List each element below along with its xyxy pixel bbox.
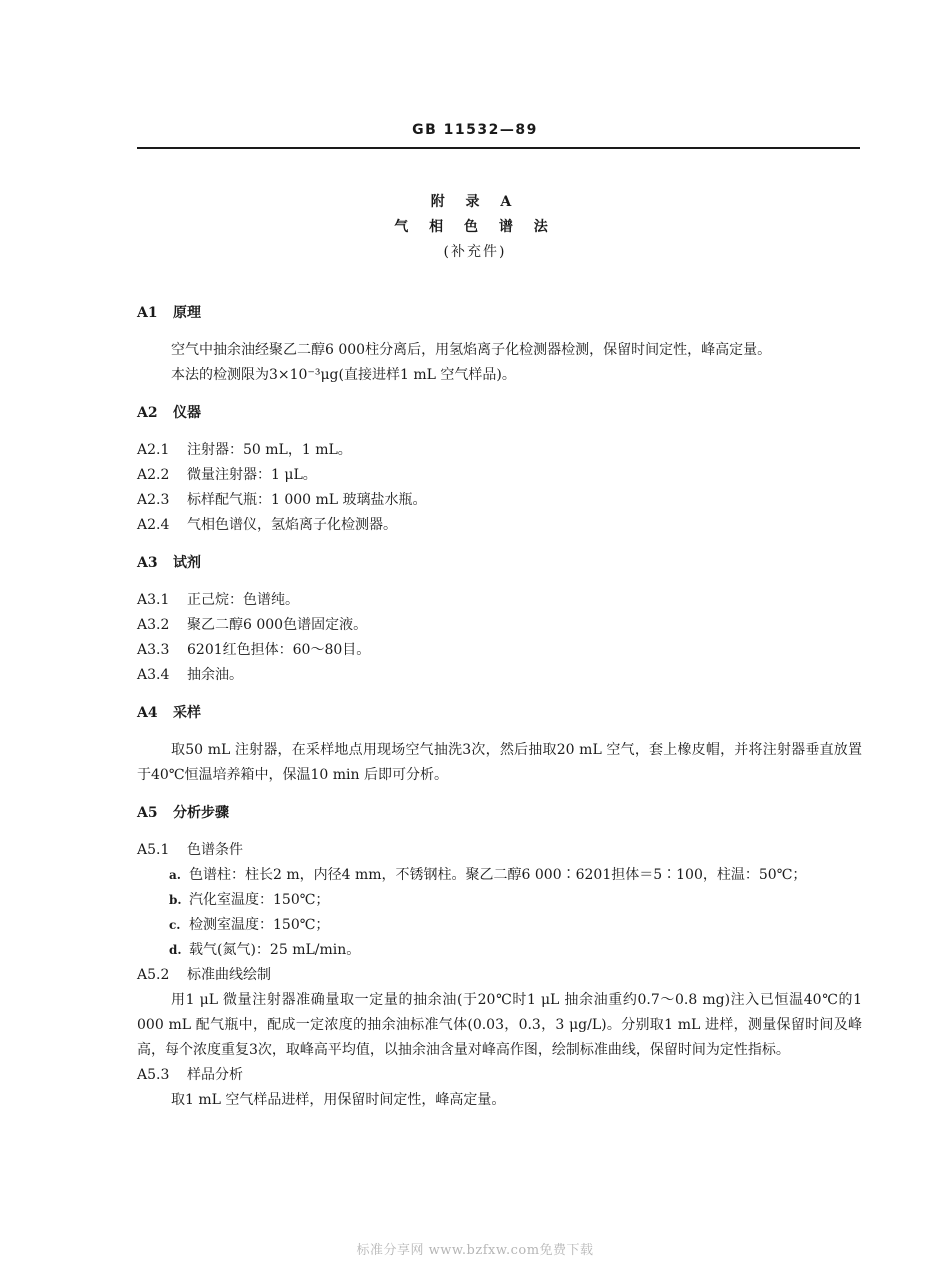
item-text: 注射器：50 mL，1 mL。 bbox=[187, 442, 352, 458]
item-text: 标准曲线绘制 bbox=[187, 967, 271, 983]
item-number: A5.2 bbox=[137, 967, 170, 983]
paragraph: 用1 μL 微量注射器准确量取一定量的抽余油(于20℃时1 μL 抽余油重约0.7～0.8 mg)注入已恒温40℃的1 000 mL 配气瓶中，配成一定浓度的抽余油标准气体(0.03，0.3，3 μg/L)。分别取1 mL 进样，测量保留时间及峰高，每个浓度重复3次，取峰高平均值，以抽余油含量对峰高作图，绘制标准曲线，保留时间为定性指标。 bbox=[137, 992, 862, 1058]
list-item bbox=[137, 438, 862, 463]
item-text: 气相色谱仪，氢焰离子化检测器。 bbox=[187, 517, 397, 533]
list-item bbox=[137, 888, 862, 913]
item-number: A5.1 bbox=[137, 842, 170, 858]
paragraph-line: 空气中抽余油经聚乙二醇6 000柱分离后，用氢焰离子化检测器检测，保留时间定性，峰高定量。 bbox=[171, 342, 772, 358]
item-number: A2.4 bbox=[137, 517, 170, 533]
subsection-heading-a5-3 bbox=[137, 1063, 862, 1088]
section-title: 试剂 bbox=[173, 555, 201, 571]
list-item bbox=[137, 463, 862, 488]
section-heading-a4 bbox=[137, 701, 862, 726]
list-item bbox=[137, 863, 862, 888]
item-number: A5.3 bbox=[137, 1067, 170, 1083]
item-letter: b. bbox=[169, 893, 182, 907]
section-number: A2 bbox=[137, 405, 158, 421]
list-item bbox=[137, 638, 862, 663]
section-title: 仪器 bbox=[173, 405, 201, 421]
header-rule bbox=[137, 147, 860, 149]
item-letter: c. bbox=[169, 918, 181, 932]
item-text: 聚乙二醇6 000色谱固定液。 bbox=[187, 617, 368, 633]
paragraph: 取50 mL 注射器，在采样地点用现场空气抽洗3次，然后抽取20 mL 空气，套上橡皮帽，并将注射器垂直放置于40℃恒温培养箱中，保温10 min 后即可分析。 bbox=[137, 742, 862, 783]
item-text: 微量注射器：1 μL。 bbox=[187, 467, 317, 483]
item-number: A3.1 bbox=[137, 592, 170, 608]
item-text: 样品分析 bbox=[187, 1067, 243, 1083]
item-number: A2.3 bbox=[137, 492, 170, 508]
appendix-title: 气 相 色 谱 法 bbox=[394, 219, 556, 235]
section-heading-a5 bbox=[137, 801, 862, 826]
paragraph-line: 本法的检测限为3×10⁻³μg(直接进样1 mL 空气样品)。 bbox=[171, 367, 516, 383]
item-letter: a. bbox=[169, 868, 181, 882]
item-text: 6201红色担体：60～80目。 bbox=[187, 642, 371, 658]
item-text: 标样配气瓶：1 000 mL 玻璃盐水瓶。 bbox=[187, 492, 427, 508]
subsection-heading-a5-2 bbox=[137, 963, 862, 988]
item-text: 检测室温度：150℃； bbox=[189, 917, 330, 933]
section-number: A5 bbox=[137, 805, 158, 821]
section-number: A1 bbox=[137, 305, 158, 321]
list-item bbox=[137, 938, 862, 963]
item-text: 抽余油。 bbox=[187, 667, 243, 683]
item-letter: d. bbox=[169, 943, 182, 957]
section-number: A3 bbox=[137, 555, 158, 571]
standard-number-header: GB 11532—89 bbox=[412, 122, 538, 138]
section-number: A4 bbox=[137, 705, 158, 721]
list-item bbox=[137, 913, 862, 938]
item-number: A3.4 bbox=[137, 667, 170, 683]
section-title: 采样 bbox=[173, 705, 201, 721]
list-item bbox=[137, 513, 862, 538]
subsection-heading-a5-1 bbox=[137, 838, 862, 863]
list-item bbox=[137, 663, 862, 688]
section-title: 原理 bbox=[173, 305, 201, 321]
section-heading-a1 bbox=[137, 301, 862, 326]
item-number: A3.3 bbox=[137, 642, 170, 658]
list-item bbox=[137, 488, 862, 513]
section-title: 分析步骤 bbox=[173, 805, 229, 821]
watermark-text: 标准分享网 www.bzfxw.com免费下载 bbox=[356, 1243, 594, 1258]
item-number: A2.2 bbox=[137, 467, 170, 483]
item-text: 色谱条件 bbox=[187, 842, 243, 858]
item-number: A2.1 bbox=[137, 442, 170, 458]
item-text: 色谱柱：柱长2 m，内径4 mm，不锈钢柱。聚乙二醇6 000∶6201担体＝5∶100，柱温：50℃； bbox=[189, 867, 807, 883]
list-item bbox=[137, 588, 862, 613]
document-body bbox=[137, 301, 862, 1113]
paragraph: 取1 mL 空气样品进样，用保留时间定性，峰高定量。 bbox=[171, 1092, 506, 1108]
appendix-label: 附 录 A bbox=[430, 194, 520, 210]
list-item bbox=[137, 613, 862, 638]
section-heading-a3 bbox=[137, 551, 862, 576]
item-number: A3.2 bbox=[137, 617, 170, 633]
item-text: 汽化室温度：150℃； bbox=[189, 892, 330, 908]
item-text: 载气(氮气)：25 mL/min。 bbox=[189, 942, 361, 958]
appendix-title-block bbox=[0, 190, 950, 265]
section-heading-a2 bbox=[137, 401, 862, 426]
appendix-note: (补充件) bbox=[443, 244, 507, 260]
item-text: 正己烷：色谱纯。 bbox=[187, 592, 299, 608]
